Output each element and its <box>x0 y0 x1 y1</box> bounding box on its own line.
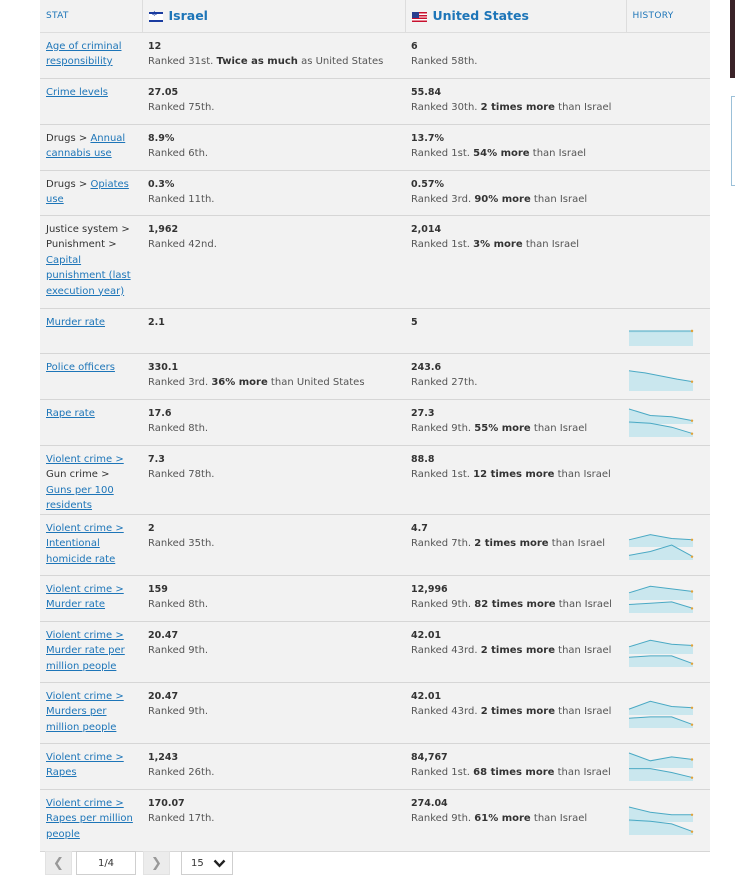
stat-link[interactable]: Opiates use <box>46 178 129 205</box>
table-row <box>40 621 710 682</box>
history-sparkline[interactable] <box>628 637 694 667</box>
united-states-value-cell <box>405 743 626 789</box>
rank-text <box>148 192 399 208</box>
rank-text <box>411 192 620 208</box>
rank-label: Ranked 3rd. <box>411 194 472 205</box>
comparison-emphasis: 2 times more <box>474 538 549 549</box>
comparison-table <box>40 0 710 852</box>
rank-label: Ranked 1st. <box>411 148 470 159</box>
table-row <box>40 575 710 621</box>
stat-link[interactable]: Violent crime > <box>46 690 124 702</box>
window-edge-bar <box>730 0 735 78</box>
history-cell <box>626 445 710 514</box>
sparkline-area <box>629 655 693 666</box>
sparkline-point <box>691 662 693 664</box>
rank-text <box>148 643 399 659</box>
stat-value: 1,962 <box>148 223 179 235</box>
stat-name-cell <box>40 353 142 399</box>
stat-name-cell <box>40 32 142 78</box>
stat-name-cell <box>40 399 142 445</box>
stat-value: 0.57% <box>411 178 444 190</box>
table-row <box>40 170 710 215</box>
sparkline-point <box>691 814 693 816</box>
column-header-united-states[interactable] <box>405 0 626 32</box>
stat-value: 4.7 <box>411 522 428 534</box>
stat-name-cell <box>40 78 142 124</box>
rank-label: Ranked 1st. <box>411 469 470 480</box>
israel-value-cell <box>142 789 405 851</box>
israel-value-cell <box>142 575 405 621</box>
history-cell <box>626 575 710 621</box>
sparkline-point <box>691 607 693 609</box>
united-states-value-cell <box>405 308 626 353</box>
rank-text <box>411 643 620 659</box>
comparison-text: than Israel <box>554 767 611 778</box>
rank-text <box>148 467 399 483</box>
comparison-emphasis: 12 times more <box>473 469 555 480</box>
stat-link[interactable]: Murder rate <box>46 316 106 328</box>
comparison-emphasis: 55% more <box>474 423 531 434</box>
united-states-value-cell <box>405 621 626 682</box>
stat-name-cell <box>40 308 142 353</box>
stat-value: 12,996 <box>411 583 448 595</box>
rank-label: Ranked 8th. <box>148 599 209 610</box>
sparkline-area <box>629 422 693 437</box>
comparison-emphasis: 2 times more <box>480 102 555 113</box>
comparison-emphasis: 36% more <box>211 377 268 388</box>
comparison-text: than Israel <box>555 599 612 610</box>
comparison-emphasis: 61% more <box>474 813 531 824</box>
column-header-history: HISTORY <box>626 0 710 32</box>
stat-value: 27.3 <box>411 407 435 419</box>
rank-label: Ranked 78th. <box>148 469 215 480</box>
table-row <box>40 743 710 789</box>
stat-name-cell <box>40 682 142 743</box>
stat-value: 2.1 <box>148 316 165 328</box>
united-states-value-cell <box>405 399 626 445</box>
stat-value: 13.7% <box>411 132 444 144</box>
stat-link[interactable]: Murders per million people <box>46 706 117 733</box>
country-name-israel: Israel <box>168 8 208 24</box>
chevron-left-icon: ❮ <box>53 855 64 871</box>
stat-link[interactable]: Violent crime > <box>46 453 124 465</box>
history-cell <box>626 353 710 399</box>
rank-text <box>148 704 399 720</box>
stat-link[interactable]: Rapes <box>46 767 77 778</box>
history-sparkline[interactable] <box>628 407 694 437</box>
history-cell <box>626 743 710 789</box>
comparison-emphasis: Twice as much <box>216 56 298 67</box>
stat-link[interactable]: Intentional homicide rate <box>46 538 116 565</box>
rank-label: Ranked 42nd. <box>148 239 217 250</box>
history-sparkline[interactable] <box>628 361 694 391</box>
rows-per-page-value: 15 <box>191 857 204 869</box>
rank-text <box>411 100 620 116</box>
stat-value: 243.6 <box>411 361 442 373</box>
sparkline-point <box>691 723 693 725</box>
stat-value: 1,243 <box>148 751 179 763</box>
israel-value-cell <box>142 124 405 170</box>
table-row <box>40 32 710 78</box>
stat-value: 2,014 <box>411 223 442 235</box>
comparison-emphasis: 82 times more <box>474 599 556 610</box>
sparkline-point <box>691 420 693 422</box>
comparison-text: than Israel <box>530 813 588 824</box>
stat-value: 42.01 <box>411 690 442 702</box>
table-row <box>40 353 710 399</box>
comparison-text: than Israel <box>554 469 611 480</box>
united-states-value-cell <box>405 445 626 514</box>
rank-text <box>411 765 620 781</box>
united-states-value-cell <box>405 514 626 575</box>
history-sparkline[interactable] <box>628 316 694 346</box>
rank-text <box>411 237 620 253</box>
stat-link[interactable]: Murder rate <box>46 599 106 610</box>
sparkline-point <box>691 777 693 779</box>
table-row <box>40 445 710 514</box>
stat-name-cell <box>40 445 142 514</box>
israel-flag-icon <box>149 12 163 22</box>
table-header-row <box>40 0 710 32</box>
rank-label: Ranked 35th. <box>148 538 215 549</box>
rank-text <box>148 54 399 70</box>
history-cell <box>626 514 710 575</box>
sparkline-point <box>691 538 693 540</box>
rank-label: Ranked 75th. <box>148 102 215 113</box>
rank-text <box>148 811 399 827</box>
sparkline-point <box>691 433 693 435</box>
table-row <box>40 789 710 851</box>
stat-link[interactable]: Violent crime > <box>46 583 124 595</box>
table-row <box>40 308 710 353</box>
stat-value: 7.3 <box>148 453 165 465</box>
stat-link[interactable]: Guns per 100 residents <box>46 484 114 511</box>
table-row <box>40 124 710 170</box>
comparison-emphasis: 3% more <box>473 239 523 250</box>
stat-name-cell <box>40 215 142 308</box>
rank-text <box>148 765 399 781</box>
rank-text <box>148 237 399 253</box>
rank-label: Ranked 30th. <box>411 102 478 113</box>
rank-text <box>148 536 399 552</box>
previous-page-button[interactable] <box>45 851 72 875</box>
rank-label: Ranked 11th. <box>148 194 215 205</box>
rank-label: Ranked 9th. <box>411 599 472 610</box>
stat-link[interactable]: Violent crime > <box>46 797 124 809</box>
comparison-text: than Israel <box>554 102 612 113</box>
rows-per-page-select[interactable] <box>181 851 233 875</box>
israel-value-cell <box>142 743 405 789</box>
history-cell <box>626 789 710 851</box>
comparison-text: than Israel <box>554 645 612 656</box>
israel-value-cell <box>142 445 405 514</box>
stat-link[interactable]: Violent crime > <box>46 522 124 534</box>
stat-value: 6 <box>411 40 418 52</box>
israel-value-cell <box>142 170 405 215</box>
stat-link[interactable]: Violent crime > <box>46 751 124 763</box>
stat-name-cell <box>40 170 142 215</box>
rank-label: Ranked 26th. <box>148 767 215 778</box>
stat-value: 20.47 <box>148 690 179 702</box>
rank-text <box>148 146 399 162</box>
history-sparkline[interactable] <box>628 751 694 781</box>
stat-value: 159 <box>148 583 168 595</box>
comparison-text: than Israel <box>548 538 606 549</box>
israel-value-cell <box>142 399 405 445</box>
stat-category-text: Gun crime > <box>46 469 110 480</box>
stat-value: 84,767 <box>411 751 448 763</box>
comparison-text: than Israel <box>522 239 580 250</box>
united-states-value-cell <box>405 78 626 124</box>
rank-label: Ranked 1st. <box>411 239 470 250</box>
sparkline-point <box>691 381 693 383</box>
stat-value: 8.9% <box>148 132 175 144</box>
history-sparkline[interactable] <box>628 805 694 835</box>
stat-link[interactable]: Murder rate per million people <box>46 645 125 672</box>
stat-value: 42.01 <box>411 629 442 641</box>
comparison-text: than Israel <box>530 194 588 205</box>
stat-value: 12 <box>148 40 162 52</box>
sparkline-area <box>629 586 693 600</box>
column-header-israel[interactable] <box>142 0 405 32</box>
sparkline-area <box>629 545 693 560</box>
sparkline-point <box>691 644 693 646</box>
rank-text <box>411 467 620 483</box>
country-name-united-states: United States <box>432 8 529 24</box>
comparison-text: as United States <box>297 56 384 67</box>
sparkline-point <box>691 831 693 833</box>
history-cell <box>626 78 710 124</box>
rank-label: Ranked 27th. <box>411 377 478 388</box>
israel-value-cell <box>142 32 405 78</box>
history-sparkline[interactable] <box>628 583 694 613</box>
history-cell <box>626 215 710 308</box>
rank-text <box>411 597 620 613</box>
united-states-value-cell <box>405 124 626 170</box>
stat-name-cell <box>40 514 142 575</box>
rank-text <box>148 100 399 116</box>
history-cell <box>626 682 710 743</box>
israel-value-cell <box>142 621 405 682</box>
united-states-value-cell <box>405 215 626 308</box>
stat-value: 55.84 <box>411 86 442 98</box>
stat-link[interactable]: Age of criminal responsibility <box>46 40 122 67</box>
rank-text <box>148 375 399 391</box>
table-row <box>40 399 710 445</box>
chevron-down-icon <box>213 859 226 868</box>
table-row <box>40 78 710 124</box>
stat-link[interactable]: Rape rate <box>46 407 95 419</box>
sparkline-area <box>629 371 693 391</box>
rank-text <box>148 597 399 613</box>
pagination <box>45 851 233 875</box>
sparkline-point <box>691 329 693 331</box>
rank-label: Ranked 7th. <box>411 538 472 549</box>
stat-name-cell <box>40 743 142 789</box>
rank-label: Ranked 58th. <box>411 56 478 67</box>
israel-value-cell <box>142 78 405 124</box>
history-sparkline[interactable] <box>628 530 694 560</box>
stat-value: 27.05 <box>148 86 179 98</box>
history-cell <box>626 399 710 445</box>
stat-link[interactable]: Capital punishment (last execution year) <box>46 254 131 297</box>
stat-value: 0.3% <box>148 178 175 190</box>
rank-text <box>411 421 620 437</box>
stat-value: 330.1 <box>148 361 179 373</box>
rank-label: Ranked 17th. <box>148 813 215 824</box>
history-cell <box>626 170 710 215</box>
comparison-emphasis: 90% more <box>474 194 531 205</box>
rank-label: Ranked 9th. <box>411 813 472 824</box>
stat-category-text: Justice system > Punishment > <box>46 223 130 250</box>
rank-text <box>148 421 399 437</box>
sparkline-area <box>629 331 693 346</box>
rank-text <box>411 54 620 70</box>
rank-label: Ranked 3rd. <box>148 377 209 388</box>
sparkline-point <box>691 706 693 708</box>
rank-text <box>411 704 620 720</box>
sparkline-area <box>629 716 693 727</box>
history-cell <box>626 308 710 353</box>
comparison-emphasis: 2 times more <box>480 706 555 717</box>
sparkline-area <box>629 753 693 768</box>
stat-link[interactable]: Violent crime > <box>46 629 124 641</box>
rank-label: Ranked 6th. <box>148 148 209 159</box>
stat-category-text: Drugs > <box>46 132 91 144</box>
stat-value: 170.07 <box>148 797 185 809</box>
table-body <box>40 32 710 851</box>
table-row <box>40 514 710 575</box>
rank-text <box>411 536 620 552</box>
united-states-value-cell <box>405 682 626 743</box>
history-cell <box>626 124 710 170</box>
stat-value: 274.04 <box>411 797 448 809</box>
united-states-value-cell <box>405 170 626 215</box>
stat-name-cell <box>40 575 142 621</box>
stat-value: 2 <box>148 522 155 534</box>
sparkline-point <box>691 590 693 592</box>
history-sparkline[interactable] <box>628 698 694 728</box>
stat-category-text: Drugs > <box>46 178 91 190</box>
rank-label: Ranked 1st. <box>411 767 470 778</box>
israel-value-cell <box>142 353 405 399</box>
israel-value-cell <box>142 215 405 308</box>
table-row <box>40 215 710 308</box>
table-row <box>40 682 710 743</box>
sparkline-area <box>629 701 693 715</box>
comparison-text: than United States <box>267 377 365 388</box>
sparkline-point <box>691 555 693 557</box>
stat-link[interactable]: Rapes per million people <box>46 813 133 840</box>
stat-value: 88.8 <box>411 453 435 465</box>
israel-value-cell <box>142 514 405 575</box>
page-number-input[interactable] <box>76 851 136 875</box>
rank-label: Ranked 43rd. <box>411 645 478 656</box>
comparison-text: than Israel <box>530 423 588 434</box>
rank-label: Ranked 9th. <box>411 423 472 434</box>
united-states-value-cell <box>405 32 626 78</box>
history-cell <box>626 621 710 682</box>
stat-link[interactable]: Annual cannabis use <box>46 132 126 159</box>
comparison-emphasis: 54% more <box>473 148 530 159</box>
comparison-emphasis: 2 times more <box>480 645 555 656</box>
comparison-text: than Israel <box>554 706 612 717</box>
column-header-stat[interactable]: STAT <box>40 0 142 32</box>
window-edge-panel <box>731 96 735 186</box>
stat-name-cell <box>40 124 142 170</box>
stat-link[interactable]: Crime levels <box>46 86 108 98</box>
united-states-flag-icon <box>412 12 427 22</box>
rank-label: Ranked 9th. <box>148 645 209 656</box>
rank-text <box>411 375 620 391</box>
stat-value: 5 <box>411 316 418 328</box>
comparison-text: than Israel <box>529 148 587 159</box>
chevron-right-icon: ❯ <box>151 855 162 871</box>
rank-text <box>411 811 620 827</box>
united-states-value-cell <box>405 575 626 621</box>
history-cell <box>626 32 710 78</box>
next-page-button[interactable] <box>143 851 170 875</box>
stat-name-cell <box>40 789 142 851</box>
comparison-table-container <box>40 0 710 852</box>
rank-label: Ranked 9th. <box>148 706 209 717</box>
united-states-value-cell <box>405 353 626 399</box>
rank-label: Ranked 43rd. <box>411 706 478 717</box>
israel-value-cell <box>142 682 405 743</box>
sparkline-point <box>691 758 693 760</box>
stat-value: 17.6 <box>148 407 172 419</box>
stat-link[interactable]: Police officers <box>46 361 115 373</box>
stat-value: 20.47 <box>148 629 179 641</box>
rank-label: Ranked 8th. <box>148 423 209 434</box>
rank-text <box>411 146 620 162</box>
united-states-value-cell <box>405 789 626 851</box>
israel-value-cell <box>142 308 405 353</box>
rank-label: Ranked 31st. <box>148 56 214 67</box>
comparison-emphasis: 68 times more <box>473 767 555 778</box>
stat-name-cell <box>40 621 142 682</box>
